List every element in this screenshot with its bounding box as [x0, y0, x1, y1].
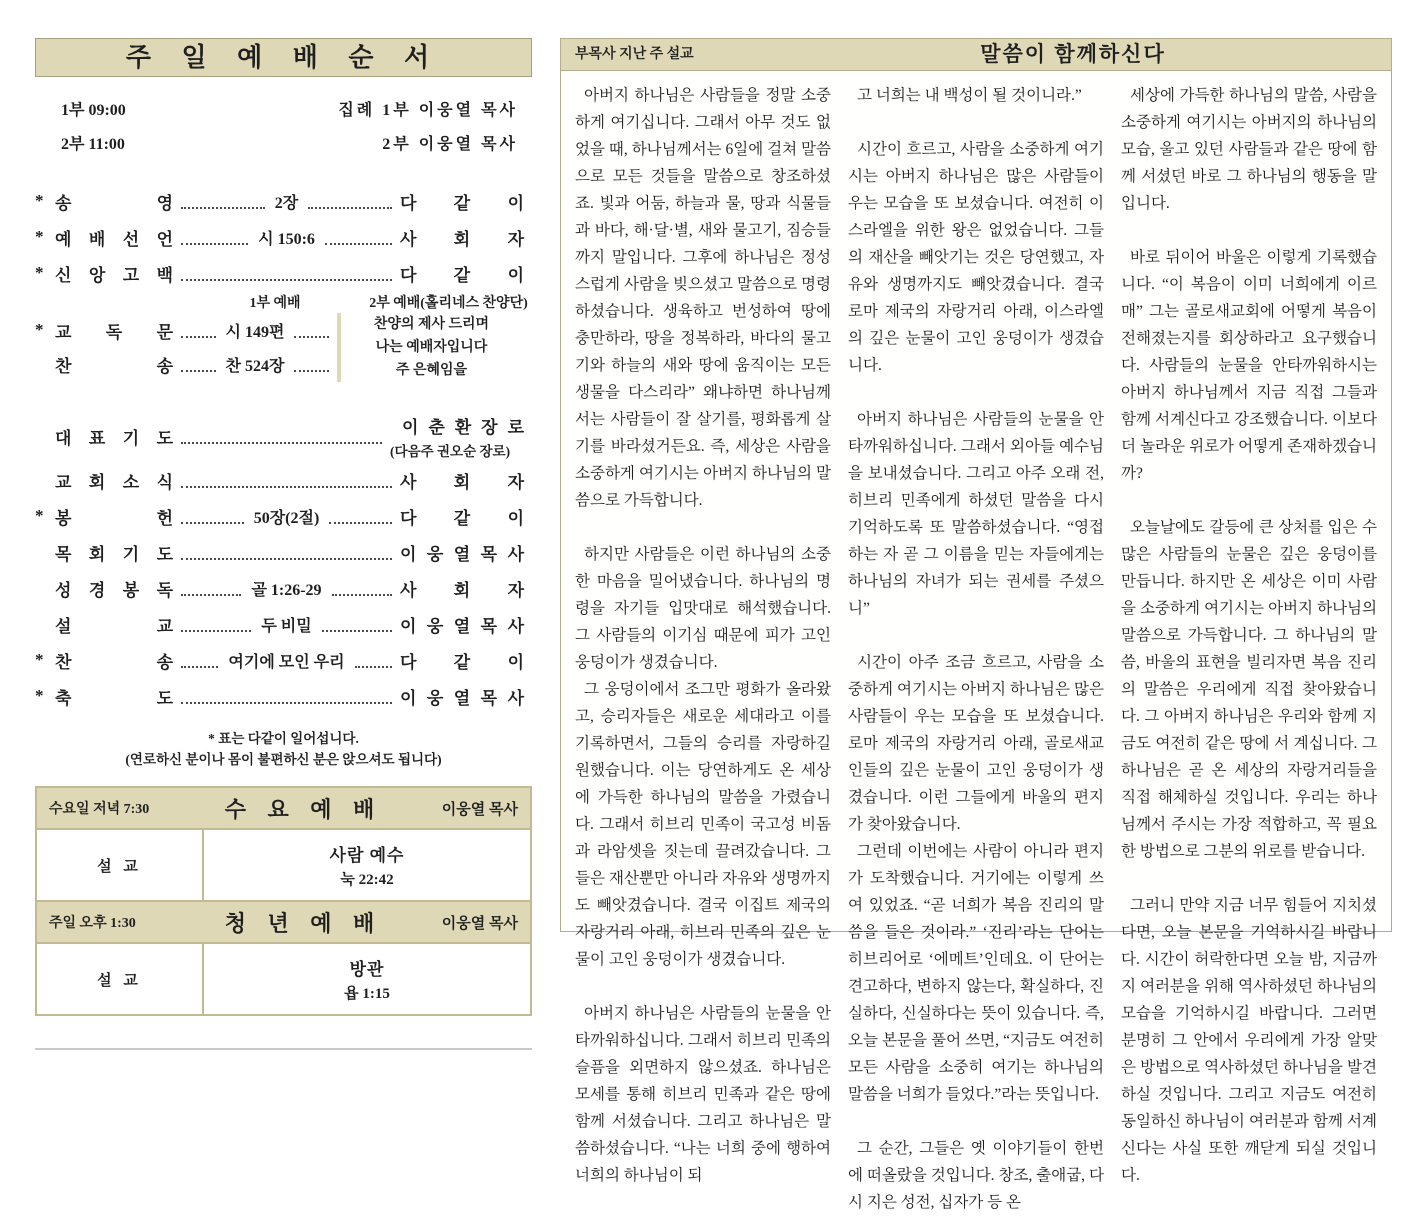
order-row [35, 347, 337, 381]
youth-sermon-label: 설 교 [37, 944, 204, 1014]
order-item-label: 성 경 봉 독 [55, 580, 173, 600]
order-item-person [390, 413, 530, 460]
praise-song: 주 은혜임을 [395, 363, 468, 378]
sermon-paragraph: 그 웅덩이에서 조그만 평화가 올라왔고, 승리자들은 새로운 세대라고 이를 기록하면서, 그들의 승리를 자랑하길 원했습니다. 이는 당연하게도 온 세상에 가득한 하나님의 말씀을 가렸습니다. 그래서 히브리 민족이 국고성 비돔과 라암셋을 짓는데 끌려갔습니다. 그들은 재산뿐만 아니라 자유와 생명까지도 빼앗겼습니다. 결국 이집트 제국의 자랑거리 아래, 히브리 민족의 깊은 눈물이 고인 웅덩이가 생겼습니다. [575, 681, 831, 968]
service-1-items [35, 313, 337, 382]
dotted-leader [181, 473, 392, 488]
order-item-person: 사 회 자 [400, 472, 524, 492]
dotted-leader [294, 323, 329, 338]
order-row [35, 498, 532, 534]
youth-service-header [37, 902, 530, 944]
asterisk-marker: * [35, 320, 44, 339]
order-item-label: 찬 송 [55, 652, 173, 672]
asterisk-marker: * [35, 506, 44, 525]
order-item-person: 사 회 자 [400, 229, 525, 249]
dotted-leader [181, 653, 218, 668]
praise-song: 찬양의 제사 드리며 [373, 317, 490, 332]
order-item-value: 여기에 모인 우리 [228, 653, 345, 671]
special-rows-wrap [35, 313, 532, 382]
service-2-praise-list [337, 313, 532, 382]
sermon-column-1 [575, 82, 831, 1216]
order-row [35, 570, 532, 606]
youth-sermon-title: 방관 [349, 960, 385, 979]
wednesday-service-title: 수 요 예 배 [224, 796, 383, 822]
order-row [35, 183, 532, 219]
sermon-panel [560, 38, 1392, 1211]
order-row [35, 534, 532, 570]
person-note: (다음주 권오순 장로) [390, 443, 511, 459]
wednesday-sermon-title: 사람 예수 [329, 846, 405, 865]
sermon-header-bar [561, 39, 1391, 71]
dotted-leader [181, 581, 241, 596]
sermon-paragraph: 아버지 하나님은 사람들의 눈물을 안타까워하십니다. 그래서 히브리 민족의 슬픔을 외면하지 않으셨죠. 하나님은 모세를 통해 히브리 민족과 같은 땅에 함께 서셨습니다. 그리고 하나님은 말씀하셨습니다. “나는 너희 중에 행하여 너희의 하나님이 되 [575, 1005, 831, 1184]
sermon-paragraph: 고 너희는 내 백성이 될 것이니라.” [857, 87, 1082, 104]
sermon-title: 말씀이 함께하신다 [980, 42, 1166, 66]
responsive-reading-block [35, 291, 532, 382]
order-item-label: 대 표 기 도 [55, 428, 173, 448]
footnote-line-1: * 표는 다같이 일어섭니다. [208, 731, 359, 746]
dotted-leader [325, 230, 392, 245]
sermon-paragraph: 시간이 아주 조금 흐르고, 사람을 소중하게 여기시는 아버지 하나님은 많은 사람들이 우는 모습을 또 보셨습니다. 로마 제국의 자랑거리 아래, 골로새교인들의 깊은 눈물이 고인 웅덩이가 생겼습니다. 이런 그들에게 바울의 편지가 찾아왔습니다. [848, 654, 1104, 833]
order-row [35, 606, 532, 642]
dotted-leader [181, 266, 392, 281]
order-row [35, 678, 532, 714]
dotted-leader [181, 323, 216, 338]
dotted-leader [181, 509, 244, 524]
service-2-header: 2부 예배(홀리네스 찬양단) [369, 296, 528, 311]
youth-service-time: 주일 오후 1:30 [49, 916, 136, 931]
order-item-person: 이 웅 열 목 사 [400, 616, 524, 636]
sermon-header-label: 부목사 지난 주 설교 [575, 47, 694, 62]
asterisk-marker: * [35, 227, 44, 246]
order-item-label: 설 교 [55, 616, 173, 636]
order-item-value: 시 150:6 [258, 230, 315, 248]
dotted-leader [181, 194, 265, 209]
footnote-line-2: (연로하신 분이나 몸이 불편하신 분은 앉으셔도 됩니다) [125, 752, 442, 767]
dotted-leader [308, 194, 392, 209]
order-item-person: 사 회 자 [400, 580, 524, 600]
sermon-text-columns [561, 71, 1391, 1216]
service-2-time: 2부 11:00 [61, 136, 125, 153]
order-list-bottom [35, 410, 532, 714]
dotted-leader [294, 357, 329, 372]
dotted-leader [355, 653, 392, 668]
wednesday-service-header [37, 788, 530, 830]
sermon-paragraph: 오늘날에도 갈등에 큰 상처를 입은 수많은 사람들의 눈물은 깊은 웅덩이를 만듭니다. 하지만 온 세상은 이미 사람을 소중하게 여기시는 아버지 하나님의 말씀으로 가득합니다. 그 하나님의 말씀, 바울의 표현을 빌리자면 복음 진리의 말씀은 우리에게 직접 찾아왔습니다. 그 아버지 하나님은 우리와 함께 지금도 여전히 같은 땅에 서 계십니다. 그 하나님은 곧 온 세상의 자랑거리들을 직접 해체하실 것입니다. 우리는 하나님께서 주시는 가장 적합하고, 꼭 필요한 방법으로 그분의 위로를 받습니다. [1121, 519, 1377, 860]
order-item-person: 이 웅 열 목 사 [400, 688, 524, 708]
dotted-leader [329, 509, 392, 524]
service-times [35, 97, 532, 155]
order-item-label: 축 도 [55, 688, 173, 708]
page-bottom-rule [35, 1048, 532, 1050]
sermon-column-3 [1121, 82, 1377, 1216]
order-item-person: 이 웅 열 목 사 [400, 544, 524, 564]
service-1-header: 1부 예배 [249, 296, 301, 311]
dotted-leader [181, 617, 251, 632]
order-item-value: 두 비밀 [261, 617, 312, 635]
order-item-label: 교 회 소 식 [55, 472, 173, 492]
youth-service-title: 청 년 예 배 [224, 910, 383, 936]
dotted-leader [322, 617, 392, 632]
order-item-value: 골 1:26-29 [251, 581, 322, 599]
service-time-row-2 [61, 131, 518, 155]
order-row [35, 410, 532, 462]
order-item-label: 신 앙 고 백 [55, 265, 173, 285]
service-part-headers [35, 291, 532, 313]
asterisk-marker: * [35, 191, 44, 210]
order-item-label: 찬 송 [55, 356, 173, 376]
service-1-time: 1부 09:00 [61, 102, 126, 119]
sermon-paragraph: 그 순간, 그들은 옛 이야기들이 한번에 떠올랐을 것입니다. 창조, 출애굽, 다시 지은 성전, 십자가 등 온 [848, 1140, 1104, 1211]
order-item-person: 다 같 이 [400, 652, 525, 672]
asterisk-marker: * [35, 650, 44, 669]
sermon-paragraph: 시간이 흐르고, 사람을 소중하게 여기시는 아버지 하나님은 많은 사람들이 우는 모습을 또 보셨습니다. 여전히 이스라엘을 위한 왕은 없었습니다. 그들의 재산을 빼앗기는 것은 당연했고, 자유와 생명까지도 빼앗겼습니다. 결국 로마 제국의 자랑거리 아래, 이스라엘의 깊은 눈물이 고인 웅덩이가 생겼습니다. [848, 141, 1104, 374]
order-item-label: 봉 헌 [55, 508, 173, 528]
wednesday-service-pastor: 이웅열 목사 [441, 801, 518, 818]
dotted-leader [332, 581, 392, 596]
order-item-value: 2장 [274, 194, 299, 212]
other-services-table [35, 786, 532, 1016]
sermon-paragraph: 하지만 사람들은 이런 하나님의 소중한 마음을 밀어냈습니다. 하나님의 명령을 자기들 입맛대로 해석했습니다. 그 사람들의 이기심 때문에 피가 고인 웅덩이가 생겼습니다. [575, 546, 831, 671]
wednesday-sermon-row [37, 830, 530, 902]
worship-order-panel [35, 38, 532, 1050]
sermon-paragraph: 그런데 이번에는 사람이 아니라 편지가 도착했습니다. 거기에는 이렇게 쓰여 있었죠. “곧 너희가 복음 진리의 말씀을 들은 것이라.” ‘진리’라는 단어는 히브리어로 ‘에메트’인데요. 이 단어는 견고하다, 변하지 않는다, 확실하다, 진실하다, 신실하다는 뜻이 있습니다. 즉, 오늘 본문을 풀어 쓰면, “지금도 여전히 모든 사람을 소중히 여기는 하나님의 말씀을 너희가 들었다.”라는 뜻입니다. [848, 843, 1104, 1103]
sermon-paragraph: 아버지 하나님은 사람들의 눈물을 안타까워하십니다. 그래서 외아들 예수님을 보내셨습니다. 그리고 아주 오래 전, 히브리 민족에게 하셨던 말씀을 다시 기억하도록 또 말씀하셨습니다. “영접하는 자 곧 그 이름을 믿는 자들에게는 하나님의 자녀가 되는 권세를 주셨으니” [848, 411, 1104, 617]
order-row [35, 462, 532, 498]
sermon-paragraph: 세상에 가득한 하나님의 말씀, 사람을 소중하게 여기시는 아버지의 하나님의 모습, 울고 있던 사람들과 같은 땅에 함께 서셨던 바로 그 하나님의 행동을 말입니다. [1121, 87, 1377, 212]
youth-service-pastor: 이웅열 목사 [441, 915, 518, 932]
order-list-top [35, 183, 532, 291]
order-item-value: 시 149편 [225, 323, 285, 341]
service-1-leader: 집례 1부 이웅열 목사 [338, 102, 518, 119]
wednesday-service-time: 수요일 저녁 7:30 [49, 802, 150, 817]
person-name: 이 춘 환 장 로 [402, 417, 524, 437]
order-row [35, 313, 337, 347]
order-item-value: 50장(2절) [253, 509, 320, 527]
dotted-leader [181, 545, 392, 560]
order-row [35, 255, 532, 291]
sermon-column-2 [848, 82, 1104, 1216]
order-item-label: 목 회 기 도 [55, 544, 173, 564]
order-item-value: 찬 524장 [225, 357, 285, 375]
worship-order-title: 주 일 예 배 순 서 [35, 38, 532, 77]
sermon-paragraph: 바로 뒤이어 바울은 이렇게 기록했습니다. “이 복음이 이미 너희에게 이르매” 그는 골로새교회에 어떻게 복음이 전해졌는지를 회상하라고 요구했습니다. 사람들의 눈물을 안타까워하시는 아버지 하나님께서 지금 직접 그들과 함께 서계신다고 강조했습니다. 이보다 더 놀라운 위로가 어떻게 존재하겠습니까? [1121, 249, 1377, 482]
sermon-paragraph: 그러니 만약 지금 너무 힘들어 지치셨다면, 오늘 본문을 기억하시길 바랍니다. 시간이 허락한다면 오늘 밤, 지금까지 여러분을 위해 역사하셨던 하나님의 모습을 기억하시길 바랍니다. 그러면 분명히 그 안에서 우리에게 가장 알맞은 방법으로 역사하셨던 하나님을 발견하실 것입니다. 그리고 지금도 여전히 동일하신 하나님이 여러분과 함께 서계신다는 사실 또한 깨닫게 되실 것입니다. [1121, 897, 1377, 1184]
order-row [35, 642, 532, 678]
order-item-person: 다 같 이 [400, 508, 525, 528]
praise-song: 나는 예배자입니다 [375, 340, 488, 355]
sermon-paragraph: 아버지 하나님은 사람들을 정말 소중하게 여기십니다. 그래서 아무 것도 없었을 때, 하나님께서는 6일에 걸쳐 말씀으로 모든 것들을 말씀으로 창조하셨죠. 빛과 어둠, 하늘과 물, 땅과 식물들과 바다, 해·달·별, 새와 물고기, 짐승들까지 말입니다. 그후에 하나님은 정성스럽게 사람을 빚으셨고 말씀으로 명령하셨습니다. 생육하고 번성하여 땅에 충만하라, 땅을 정복하라, 바다의 물고기와 하늘의 새와 땅에 움직이는 모든 생물을 다스리라” 왜냐하면 하나님께서는 사람들이 잘 살기를, 평화롭게 살기를 바라셨거든요. 즉, 세상은 사람을 소중하게 여기시는 아버지 하나님의 말씀으로 가득합니다. [575, 87, 831, 509]
service-2-leader: 2부 이웅열 목사 [382, 136, 518, 153]
order-item-label: 교 독 문 [55, 322, 173, 342]
wednesday-sermon-content [204, 830, 530, 900]
order-item-person: 다 같 이 [400, 265, 524, 285]
dotted-leader [181, 689, 392, 704]
footnote [35, 728, 532, 770]
youth-sermon-content [204, 944, 530, 1014]
wednesday-sermon-label: 설 교 [37, 830, 204, 900]
wednesday-sermon-ref: 눅 22:42 [340, 872, 394, 888]
order-item-label: 송 영 [55, 193, 173, 213]
youth-sermon-row [37, 944, 530, 1014]
dotted-leader [181, 357, 216, 372]
service-time-row-1 [61, 97, 518, 121]
dotted-leader [181, 429, 382, 444]
order-item-label: 예 배 선 언 [55, 229, 173, 249]
order-item-person: 다 같 이 [400, 193, 524, 213]
asterisk-marker: * [35, 263, 44, 282]
asterisk-marker: * [35, 686, 44, 705]
dotted-leader [181, 230, 248, 245]
order-row [35, 219, 532, 255]
youth-sermon-ref: 욥 1:15 [344, 986, 390, 1002]
